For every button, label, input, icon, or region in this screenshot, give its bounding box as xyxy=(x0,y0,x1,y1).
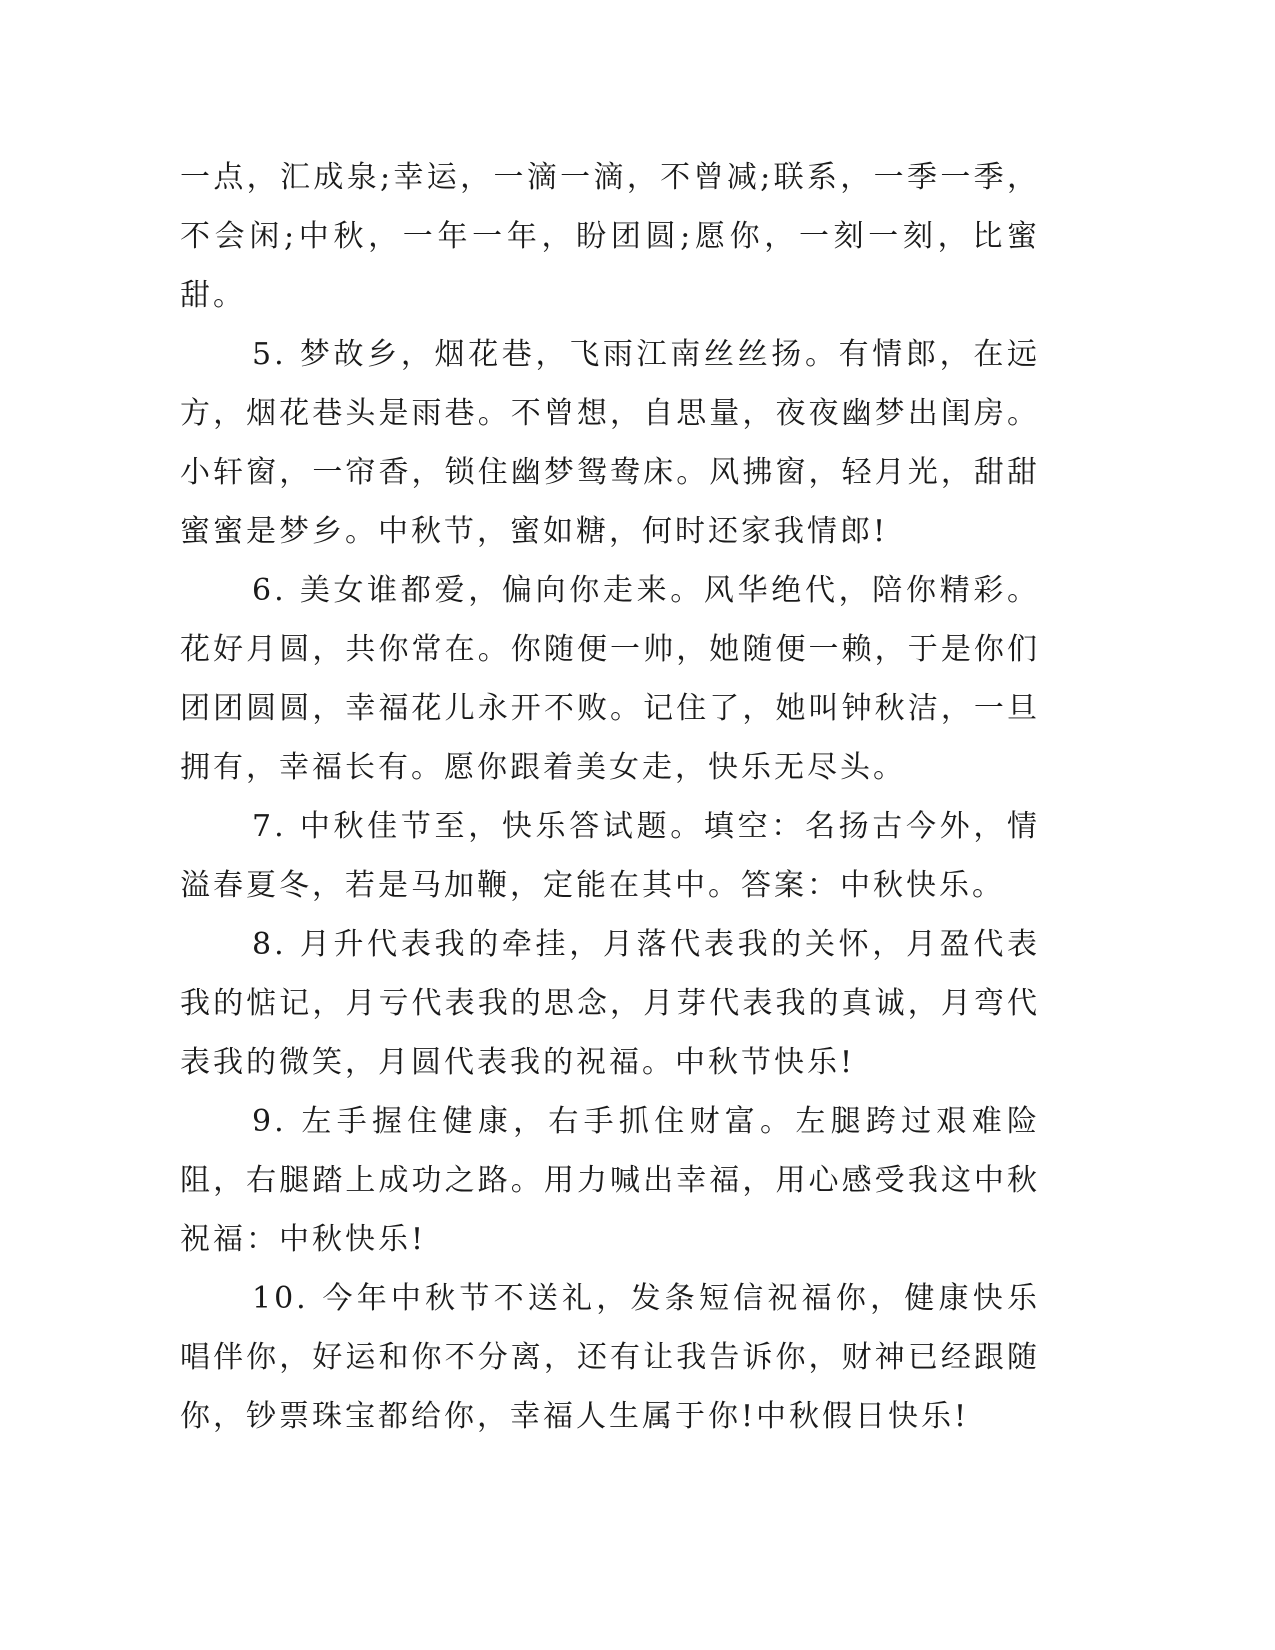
paragraph-item-5: 5. 梦故乡，烟花巷，飞雨江南丝丝扬。有情郎，在远方，烟花巷头是雨巷。不曾想，自思量，夜夜幽梦出闺房。小轩窗，一帘香，锁住幽梦鸳鸯床。风拂窗，轻月光，甜甜蜜蜜是梦乡。中秋节，蜜如糖，何时还家我情郎! xyxy=(180,337,1040,549)
document-body xyxy=(180,148,1040,1446)
paragraph-item-8: 8. 月升代表我的牵挂，月落代表我的关怀，月盈代表我的惦记，月亏代表我的思念，月芽代表我的真诚，月弯代表我的微笑，月圆代表我的祝福。中秋节快乐! xyxy=(180,927,1040,1080)
paragraph-item-6: 6. 美女谁都爱，偏向你走来。风华绝代，陪你精彩。花好月圆，共你常在。你随便一帅，她随便一赖，于是你们团团圆圆，幸福花儿永开不败。记住了，她叫钟秋洁，一旦拥有，幸福长有。愿你跟着美女走，快乐无尽头。 xyxy=(180,573,1040,785)
paragraph-item-10: 10. 今年中秋节不送礼，发条短信祝福你，健康快乐唱伴你，好运和你不分离，还有让我告诉你，财神已经跟随你，钞票珠宝都给你，幸福人生属于你!中秋假日快乐! xyxy=(180,1281,1040,1434)
paragraph-continuation: 一点，汇成泉;幸运，一滴一滴，不曾减;联系，一季一季，不会闲;中秋，一年一年，盼团圆;愿你，一刻一刻，比蜜甜。 xyxy=(180,160,1040,313)
paragraph-item-9: 9. 左手握住健康，右手抓住财富。左腿跨过艰难险阻，右腿踏上成功之路。用力喊出幸福，用心感受我这中秋祝福：中秋快乐! xyxy=(180,1104,1040,1257)
paragraph-item-7: 7. 中秋佳节至，快乐答试题。填空：名扬古今外，情溢春夏冬，若是马加鞭，定能在其中。答案：中秋快乐。 xyxy=(180,809,1040,903)
